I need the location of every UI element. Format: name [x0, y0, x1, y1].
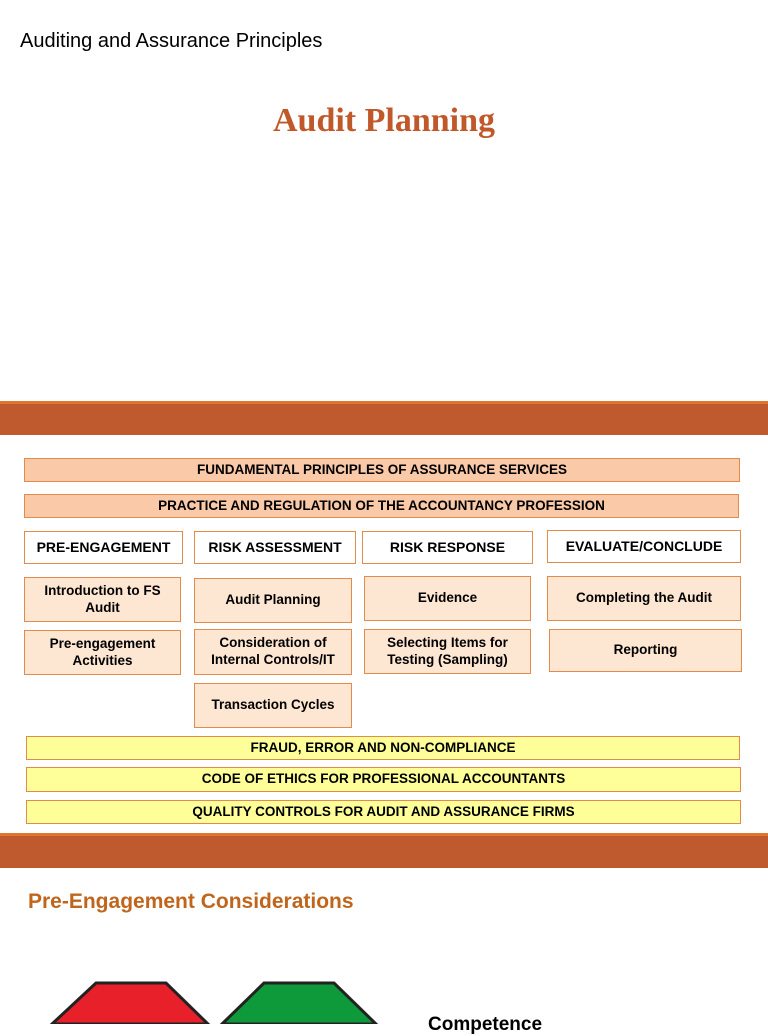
column-header-risk-assessment: RISK ASSESSMENT	[194, 531, 356, 564]
topic-box: Transaction Cycles	[194, 683, 352, 728]
column-header-risk-response: RISK RESPONSE	[362, 531, 533, 564]
topic-box: Completing the Audit	[547, 576, 741, 621]
topic-box: Selecting Items for Testing (Sampling)	[364, 629, 531, 674]
red-octagon-shape	[52, 983, 208, 1024]
course-title: Auditing and Assurance Principles	[20, 30, 323, 52]
top-divider-band	[0, 401, 768, 435]
competence-label: Competence	[428, 1014, 543, 1035]
quality-controls-bar: QUALITY CONTROLS FOR AUDIT AND ASSURANCE FIRMS	[26, 800, 741, 824]
topic-box: Introduction to FS Audit	[24, 577, 181, 622]
pre-engagement-shapes	[0, 960, 768, 1024]
topic-box: Reporting	[549, 629, 742, 672]
practice-regulation-bar: PRACTICE AND REGULATION OF THE ACCOUNTANCY PROFESSION	[24, 494, 739, 518]
column-header-evaluate-conclude: EVALUATE/CONCLUDE	[547, 530, 741, 563]
bottom-divider-band	[0, 833, 768, 868]
topic-box: Evidence	[364, 576, 531, 621]
topic-box: Audit Planning	[194, 578, 352, 623]
code-of-ethics-bar: CODE OF ETHICS FOR PROFESSIONAL ACCOUNTANTS	[26, 767, 741, 792]
fraud-error-bar: FRAUD, ERROR AND NON-COMPLIANCE	[26, 736, 740, 760]
section-heading: Pre-Engagement Considerations	[28, 890, 354, 913]
topic-box: Consideration of Internal Controls/IT	[194, 629, 352, 675]
page-title: Audit Planning	[272, 102, 496, 139]
green-octagon-shape	[222, 983, 376, 1024]
fundamental-principles-bar: FUNDAMENTAL PRINCIPLES OF ASSURANCE SERVICES	[24, 458, 740, 482]
column-header-pre-engagement: PRE-ENGAGEMENT	[24, 531, 183, 564]
topic-box: Pre-engagement Activities	[24, 630, 181, 675]
